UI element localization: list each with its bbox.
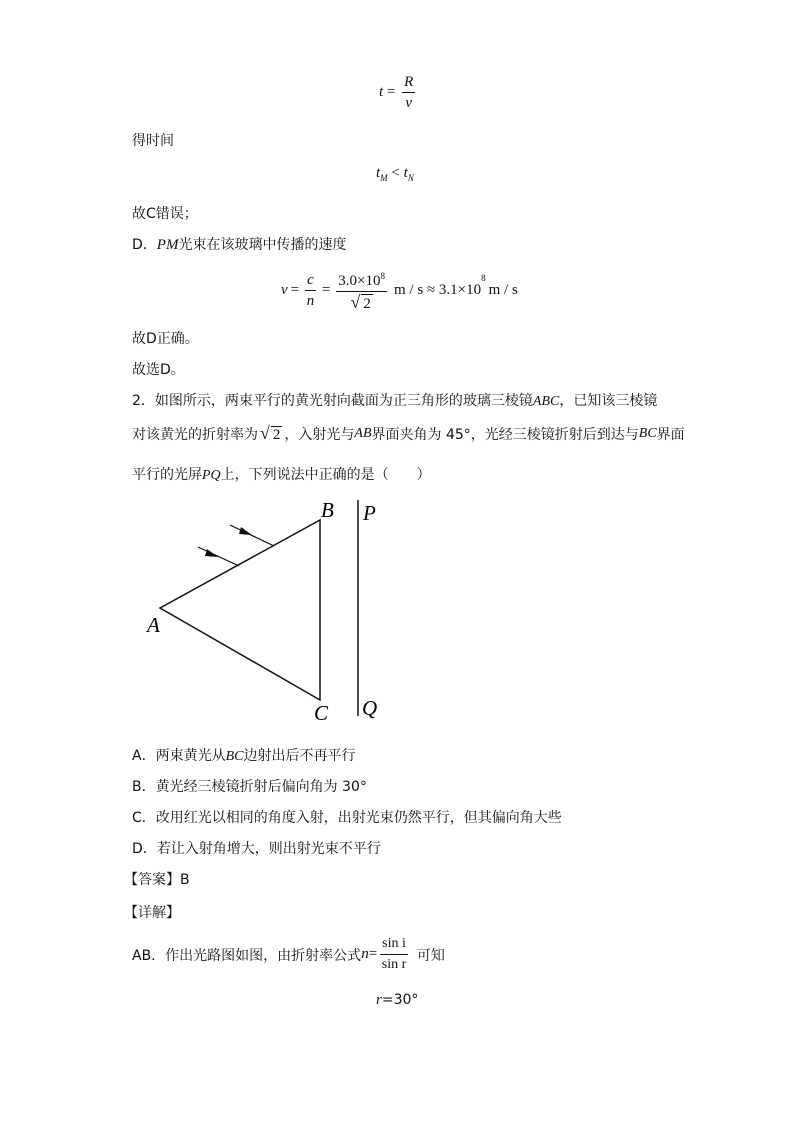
line-d-prefix: D． <box>132 237 157 253</box>
eq-t-numerator: R <box>402 73 415 93</box>
q-line2-d: 界面 <box>656 426 685 443</box>
text-d-right: 故D正确。 <box>132 331 199 347</box>
arrow-head-2 <box>205 549 218 557</box>
q-bc: BC <box>638 425 657 441</box>
eqv-unit-exp: 8 <box>481 273 486 283</box>
prism-figure <box>140 490 400 730</box>
eqv-num <box>336 267 387 292</box>
equation-t <box>379 73 418 112</box>
cmp-b-sub: N <box>407 173 414 183</box>
label-A: A <box>147 613 160 637</box>
eqv-frac-cn <box>305 271 316 310</box>
text-choose: 故选D。 <box>132 362 185 378</box>
eqv-unit2: m / s <box>488 281 518 298</box>
q-line2-a: 对该黄光的折射率为 <box>132 426 258 443</box>
ab-frac <box>380 935 408 974</box>
q-abc: ABC <box>532 394 560 409</box>
cmp-op: < <box>391 165 400 181</box>
ab-eq: = <box>368 946 378 962</box>
eqv-num-exp: 8 <box>380 271 385 281</box>
label-B: B <box>321 498 334 522</box>
text-line-d <box>132 234 346 254</box>
q-sqrt2 <box>260 423 282 444</box>
text-c-wrong: 故C错误； <box>132 206 198 222</box>
question-line-3 <box>132 464 431 484</box>
option-d: D．若让入射角增大，则出射光束不平行 <box>132 841 381 857</box>
prism-triangle <box>160 520 320 700</box>
eqv-unit: m / s ≈ 3.1×10 <box>394 281 482 298</box>
ab-line-text-2: 可知 <box>416 947 445 964</box>
eqv-c: c <box>305 271 316 291</box>
text-line-time: 得时间 <box>132 133 174 149</box>
eqv-frac-value <box>336 267 387 313</box>
line-d-text: 光束在该玻璃中传播的速度 <box>178 237 347 253</box>
incident-ray-1 <box>230 525 274 546</box>
arrow-head-1 <box>239 527 252 535</box>
equation-r <box>376 992 418 1009</box>
q-line3-b: 上，下列说法中正确的是（ ） <box>220 467 431 483</box>
question-line-1 <box>132 390 657 410</box>
ab-n: n <box>361 946 369 962</box>
line-d-pm: PM <box>156 237 179 253</box>
eqv-v: v <box>281 281 288 298</box>
cmp-b: t <box>403 165 408 181</box>
q-line1-b: ，已知该三棱镜 <box>559 393 658 409</box>
label-Q: Q <box>362 696 378 720</box>
question-line-2 <box>132 423 685 444</box>
equation-compare <box>376 165 414 183</box>
eq-t-fraction <box>402 73 415 112</box>
option-a <box>132 745 355 765</box>
option-a-text-2: 边射出后不再平行 <box>243 748 356 764</box>
option-c: C．改用红光以相同的角度入射，出射光束仍然平行，但其偏向角大些 <box>132 810 562 826</box>
detail-label: 【详解】 <box>124 905 180 921</box>
eqv-eq: = <box>290 281 300 298</box>
ab-line-text: AB．作出光路图如图，由折射率公式 <box>132 947 362 964</box>
ab-frac-num: sin i <box>380 935 408 955</box>
eqv-num-base: 3.0×10 <box>338 273 381 289</box>
q-sqrt-value: 2 <box>272 427 281 443</box>
sqrt-symbol: √ <box>350 292 361 312</box>
incident-ray-2 <box>198 547 239 566</box>
eqv-eq2: = <box>321 281 331 298</box>
label-C: C <box>314 701 329 725</box>
cmp-a-sub: M <box>380 173 388 183</box>
label-P: P <box>363 501 376 525</box>
ab-frac-den: sin r <box>381 957 407 972</box>
q-line1-a: 2．如图所示，两束平行的黄光射向截面为正三角形的玻璃三棱镜 <box>132 393 533 409</box>
eqv-den-value: 2 <box>363 296 371 312</box>
eqv-n: n <box>306 292 315 309</box>
q-line2-c: 界面夹角为 45°，光经三棱镜折射后到达与 <box>371 426 639 443</box>
answer-label: 【答案】B <box>124 872 190 888</box>
eqv-den <box>350 292 372 313</box>
q-line3-a: 平行的光屏 <box>132 467 202 483</box>
q-ab: AB <box>354 425 372 441</box>
eq-t-equals: = <box>386 83 396 100</box>
option-a-bc: BC <box>225 749 244 764</box>
option-b: B．黄光经三棱镜折射后偏向角为 30° <box>132 779 367 795</box>
eq-t-denominator: v <box>405 95 413 111</box>
cmp-a: t <box>376 165 381 181</box>
r-value: =30° <box>381 992 419 1008</box>
r-symbol: r <box>376 992 382 1008</box>
ab-line <box>132 935 445 974</box>
option-a-text: A．两束黄光从 <box>132 748 226 764</box>
equation-velocity <box>281 267 518 313</box>
q-line2-b: ，入射光与 <box>284 426 355 443</box>
q-pq: PQ <box>202 468 221 483</box>
q-sqrt-symbol: √ <box>260 423 270 443</box>
eq-t-lhs: t <box>379 83 384 100</box>
